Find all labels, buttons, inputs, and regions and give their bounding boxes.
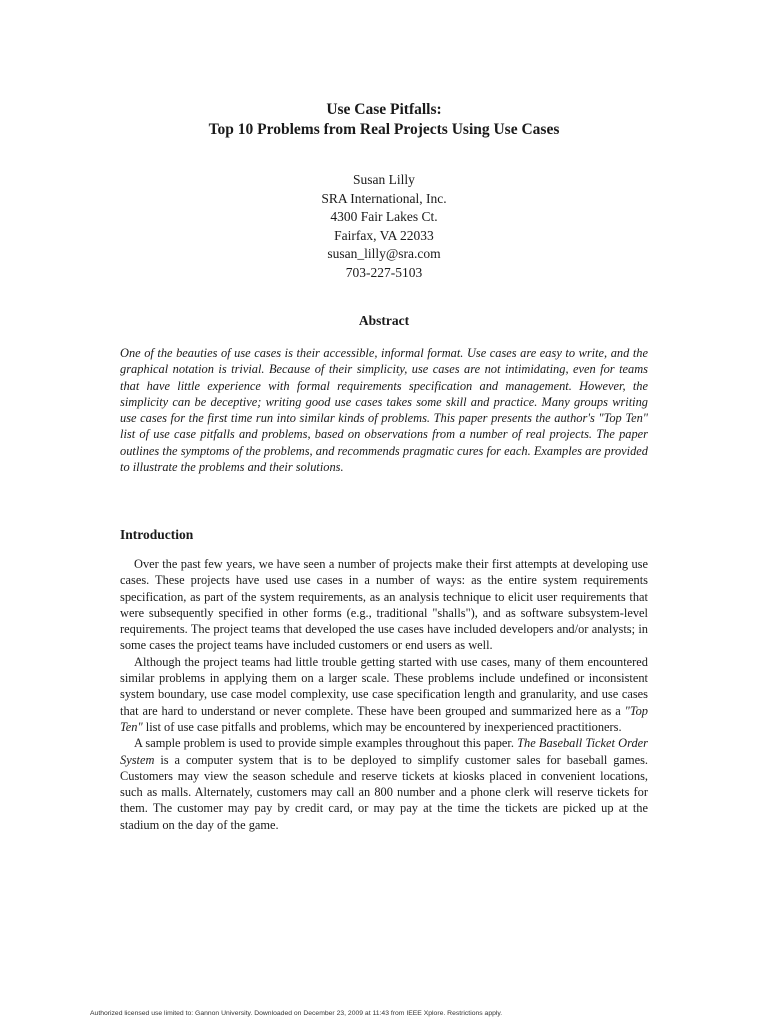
intro-p2-text-a: Although the project teams had little trouble getting started with use cases, many of them encountered similar problems in applying them on a larger scale. These problems include undefined or inconsistent system boundary, use case model complexity, use case specification length and granularity, and use cases that are hard to understand or never complete. These have been grouped and summarized here as a [120,654,648,718]
intro-p3-text-b: is a computer system that is to be deployed to simplify customer sales for baseball games. Customers may view the season schedule and reserve tickets at kiosks placed in convenient locations, such as malls. Alternately, customers may call an 800 number and a phone clerk will reserve tickets for them. The customer may pay by credit card, or may pay at the time the tickets are picked up at the stadium on the day of the game. [120,752,648,832]
intro-paragraph-2 [120,654,648,735]
author-info [0,171,768,283]
abstract-heading: Abstract [358,313,410,328]
abstract-text: One of the beauties of use cases is their accessible, informal format. Use cases are easy to write, and the graphical notation is trivial. Because of their simplicity, use cases are not intimidating, even for teams that have little experience with formal requirements specification and management. However, the simplicity can be deceptive; writing good use cases takes some skill and practice. Many groups writing use cases for the first time run into similar kinds of problems. This paper presents the author's "Top Ten" list of use case pitfalls and problems, based on observations from a number of real projects. The paper outlines the symptoms of the problems, and recommends pragmatic cures for each. Examples are provided to illustrate the problems and their solutions. [120,346,648,475]
intro-paragraph-1: Over the past few years, we have seen a number of projects make their first attempts at developing use cases. These projects have used use cases in a number of ways: as the entire system requirements specification, as part of the system requirements, as an analysis technique to elicit user requirements that were subsequently specified in other forms (e.g., traditional "shalls"), and as software subsystem-level requirements. The project teams that developed the use cases have included developers and/or analysts; in some cases the project teams have included customers or end users as well. [120,557,648,653]
intro-p2-text-b: list of use case pitfalls and problems, which may be encountered by inexperienced practitioners. [142,719,622,734]
intro-p3-emphasis: The Baseball Ticket Order System [120,736,648,767]
title-line-1: Use Case Pitfalls: [326,101,442,118]
author-city: Fairfax, VA 22033 [334,227,434,243]
title-line-2: Top 10 Problems from Real Projects Using Use Cases [208,121,560,138]
author-name: Susan Lilly [353,172,415,187]
author-organization: SRA International, Inc. [321,190,447,206]
author-street: 4300 Fair Lakes Ct. [330,209,438,225]
author-phone: 703-227-5103 [345,264,423,280]
intro-paragraph-3 [120,735,648,833]
license-footer: Authorized licensed use limited to: Gannon University. Downloaded on December 23, 2009 at 11:43 from IEEE Xplore. Restrictions apply. [90,1010,503,1017]
introduction-heading: Introduction [120,527,194,542]
paper-title [0,100,768,140]
introduction-body [120,556,648,833]
author-email: susan_lilly@sra.com [327,246,441,262]
intro-p3-text-a: A sample problem is used to provide simple examples throughout this paper. [134,736,518,751]
intro-p2-emphasis: "Top Ten" [120,703,648,734]
